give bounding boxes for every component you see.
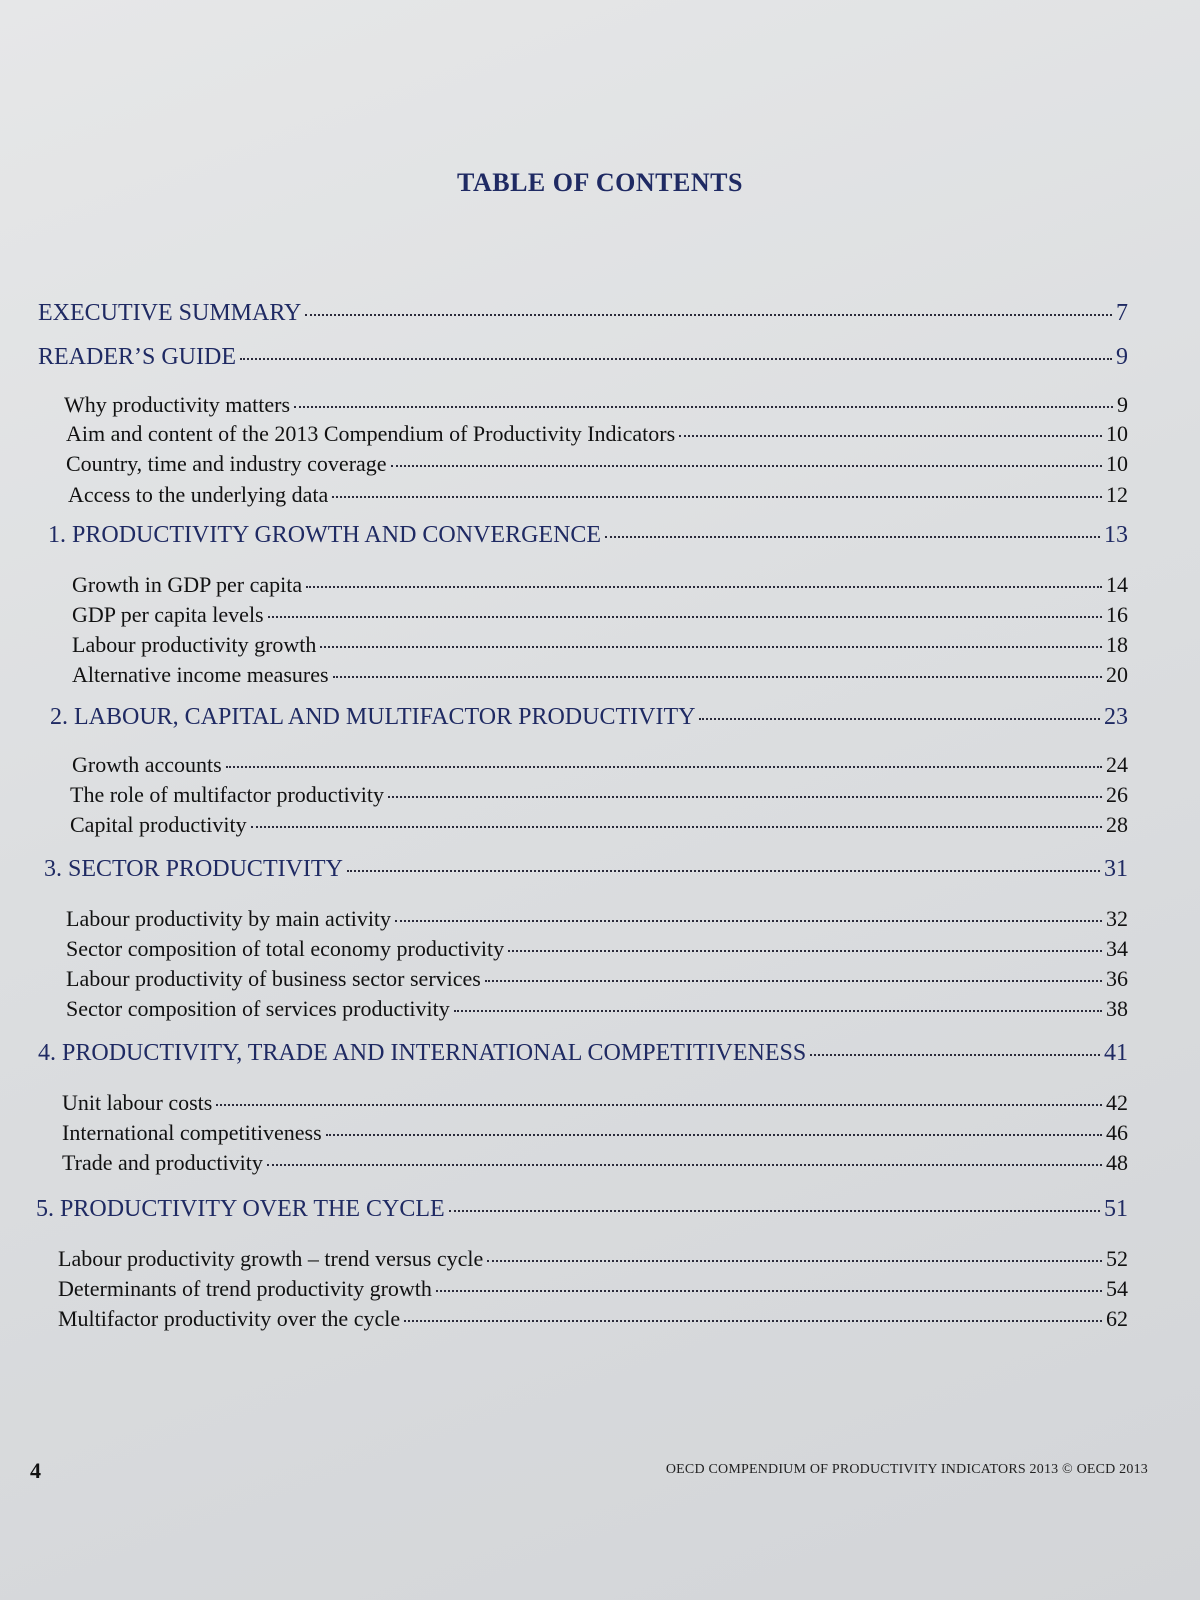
- toc-entry-label: Labour productivity by main activity: [66, 906, 392, 931]
- toc-entry-aim-content[interactable]: [66, 421, 1128, 447]
- dot-leader: [699, 718, 1100, 720]
- dot-leader: [679, 435, 1102, 437]
- toc-entry-page: 52: [1106, 1246, 1128, 1271]
- dot-leader: [294, 406, 1113, 408]
- toc-entry-sector-total[interactable]: [66, 936, 1128, 962]
- dot-leader: [267, 1164, 1102, 1166]
- dot-leader: [251, 826, 1102, 828]
- toc-entry-trend-cycle[interactable]: [58, 1246, 1128, 1272]
- toc-entry-executive-summary[interactable]: [38, 300, 1128, 327]
- dot-leader: [487, 1260, 1102, 1262]
- toc-entry-page: 46: [1106, 1120, 1128, 1145]
- toc-entry-label: Labour productivity growth – trend versus cycle: [58, 1246, 484, 1271]
- toc-entry-label: Unit labour costs: [62, 1090, 213, 1115]
- toc-entry-growth-accounts[interactable]: [72, 752, 1128, 778]
- toc-entry-label: GDP per capita levels: [72, 602, 264, 627]
- toc-entry-mfp-role[interactable]: [70, 782, 1128, 808]
- dot-leader: [320, 646, 1102, 648]
- toc-entry-page: 18: [1106, 632, 1128, 657]
- toc-entry-page: 62: [1106, 1306, 1128, 1331]
- toc-entry-access-data[interactable]: [68, 482, 1128, 508]
- toc-entry-page: 54: [1106, 1276, 1128, 1301]
- toc-entry-label: EXECUTIVE SUMMARY: [38, 300, 302, 326]
- toc-entry-page: 32: [1106, 906, 1128, 931]
- toc-entry-page: 41: [1104, 1040, 1128, 1066]
- page-title: TABLE OF CONTENTS: [457, 168, 743, 197]
- toc-chapter-4[interactable]: [38, 1040, 1128, 1067]
- dot-leader: [388, 796, 1102, 798]
- toc-entry-page: 16: [1106, 602, 1128, 627]
- toc-entry-label: Aim and content of the 2013 Compendium of Productivity Indicators: [66, 421, 676, 446]
- toc-entry-intl-competitiveness[interactable]: [62, 1120, 1128, 1146]
- toc-entry-page: 7: [1116, 300, 1128, 326]
- toc-entry-coverage[interactable]: [66, 451, 1128, 477]
- dot-leader: [347, 870, 1100, 872]
- toc-entry-capital-productivity[interactable]: [70, 812, 1128, 838]
- toc-entry-page: 38: [1106, 996, 1128, 1021]
- toc-entry-label: READER’S GUIDE: [38, 344, 236, 370]
- toc-entry-page: 23: [1104, 704, 1128, 730]
- toc-chapter-5[interactable]: [36, 1196, 1128, 1223]
- toc-entry-unit-labour[interactable]: [62, 1090, 1128, 1116]
- toc-entry-why-productivity[interactable]: [64, 392, 1128, 418]
- dot-leader: [333, 676, 1102, 678]
- toc-entry-page: 48: [1106, 1150, 1128, 1175]
- toc-entry-label: Labour productivity growth: [72, 632, 317, 657]
- footer-copyright: OECD COMPENDIUM OF PRODUCTIVITY INDICATORS 2013 © OECD 2013: [665, 1462, 1148, 1477]
- toc-entry-labour-growth[interactable]: [72, 632, 1128, 658]
- dot-leader: [454, 1010, 1102, 1012]
- toc-entry-labour-business[interactable]: [66, 966, 1128, 992]
- toc-entry-label: Country, time and industry coverage: [66, 451, 387, 476]
- toc-entry-page: 14: [1106, 572, 1128, 597]
- toc-entry-page: 28: [1106, 812, 1128, 837]
- toc-entry-label: 2. LABOUR, CAPITAL AND MULTIFACTOR PRODUCTIVITY: [50, 704, 696, 730]
- toc-entry-readers-guide[interactable]: [38, 344, 1128, 371]
- toc-entry-label: 5. PRODUCTIVITY OVER THE CYCLE: [36, 1196, 445, 1222]
- dot-leader: [326, 1134, 1102, 1136]
- toc-entry-label: Determinants of trend productivity growth: [58, 1276, 432, 1301]
- toc-entry-label: Sector composition of services productivity: [66, 996, 450, 1021]
- toc-entry-label: International competitiveness: [62, 1120, 322, 1145]
- toc-entry-label: Labour productivity of business sector services: [66, 966, 481, 991]
- toc-entry-label: 4. PRODUCTIVITY, TRADE AND INTERNATIONAL COMPETITIVENESS: [38, 1040, 807, 1066]
- toc-entry-page: 42: [1106, 1090, 1128, 1115]
- dot-leader: [404, 1320, 1102, 1322]
- toc-entry-label: Trade and productivity: [62, 1150, 263, 1175]
- toc-entry-label: Capital productivity: [70, 812, 247, 837]
- footer-page-number: 4: [30, 1458, 41, 1483]
- toc-entry-label: Multifactor productivity over the cycle: [58, 1306, 401, 1331]
- toc-entry-page: 9: [1116, 344, 1128, 370]
- dot-leader: [332, 496, 1102, 498]
- toc-entry-page: 51: [1104, 1196, 1128, 1222]
- dot-leader: [391, 465, 1102, 467]
- toc-entry-label: Growth in GDP per capita: [72, 572, 303, 597]
- toc-entry-page: 12: [1106, 482, 1128, 507]
- toc-entry-label: Sector composition of total economy productivity: [66, 936, 505, 961]
- toc-entry-page: 10: [1106, 451, 1128, 476]
- toc-entry-page: 36: [1106, 966, 1128, 991]
- dot-leader: [605, 536, 1100, 538]
- dot-leader: [305, 314, 1112, 316]
- dot-leader: [268, 616, 1102, 618]
- dot-leader: [485, 980, 1102, 982]
- toc-chapter-1[interactable]: [48, 522, 1128, 549]
- toc-entry-gdp-levels[interactable]: [72, 602, 1128, 628]
- toc-entry-label: 3. SECTOR PRODUCTIVITY: [44, 856, 343, 882]
- toc-entry-sector-services[interactable]: [66, 996, 1128, 1022]
- dot-leader: [395, 920, 1102, 922]
- toc-entry-page: 24: [1106, 752, 1128, 777]
- toc-entry-page: 34: [1106, 936, 1128, 961]
- toc-entry-mfp-cycle[interactable]: [58, 1306, 1128, 1332]
- toc-entry-page: 20: [1106, 662, 1128, 687]
- toc-entry-label: Growth accounts: [72, 752, 222, 777]
- toc-entry-labour-activity[interactable]: [66, 906, 1128, 932]
- toc-entry-page: 9: [1117, 392, 1128, 417]
- dot-leader: [436, 1290, 1102, 1292]
- toc-chapter-2[interactable]: [50, 704, 1128, 731]
- toc-entry-label: Access to the underlying data: [68, 482, 329, 507]
- dot-leader: [306, 586, 1102, 588]
- dot-leader: [216, 1104, 1102, 1106]
- toc-entry-page: 13: [1104, 522, 1128, 548]
- toc-entry-gdp-growth[interactable]: [72, 572, 1128, 598]
- toc-chapter-3[interactable]: [44, 856, 1128, 883]
- dot-leader: [226, 766, 1102, 768]
- toc-entry-page: 26: [1106, 782, 1128, 807]
- dot-leader: [810, 1054, 1100, 1056]
- toc-entry-label: Alternative income measures: [72, 662, 329, 687]
- dot-leader: [449, 1210, 1100, 1212]
- toc-entry-page: 10: [1106, 421, 1128, 446]
- dot-leader: [508, 950, 1102, 952]
- toc-entry-alt-income[interactable]: [72, 662, 1128, 688]
- toc-entry-label: Why productivity matters: [64, 392, 291, 417]
- toc-entry-trade-productivity[interactable]: [62, 1150, 1128, 1176]
- dot-leader: [240, 358, 1112, 360]
- toc-entry-label: 1. PRODUCTIVITY GROWTH AND CONVERGENCE: [48, 522, 602, 548]
- toc-entry-label: The role of multifactor productivity: [70, 782, 385, 807]
- toc-entry-determinants[interactable]: [58, 1276, 1128, 1302]
- toc-entry-page: 31: [1104, 856, 1128, 882]
